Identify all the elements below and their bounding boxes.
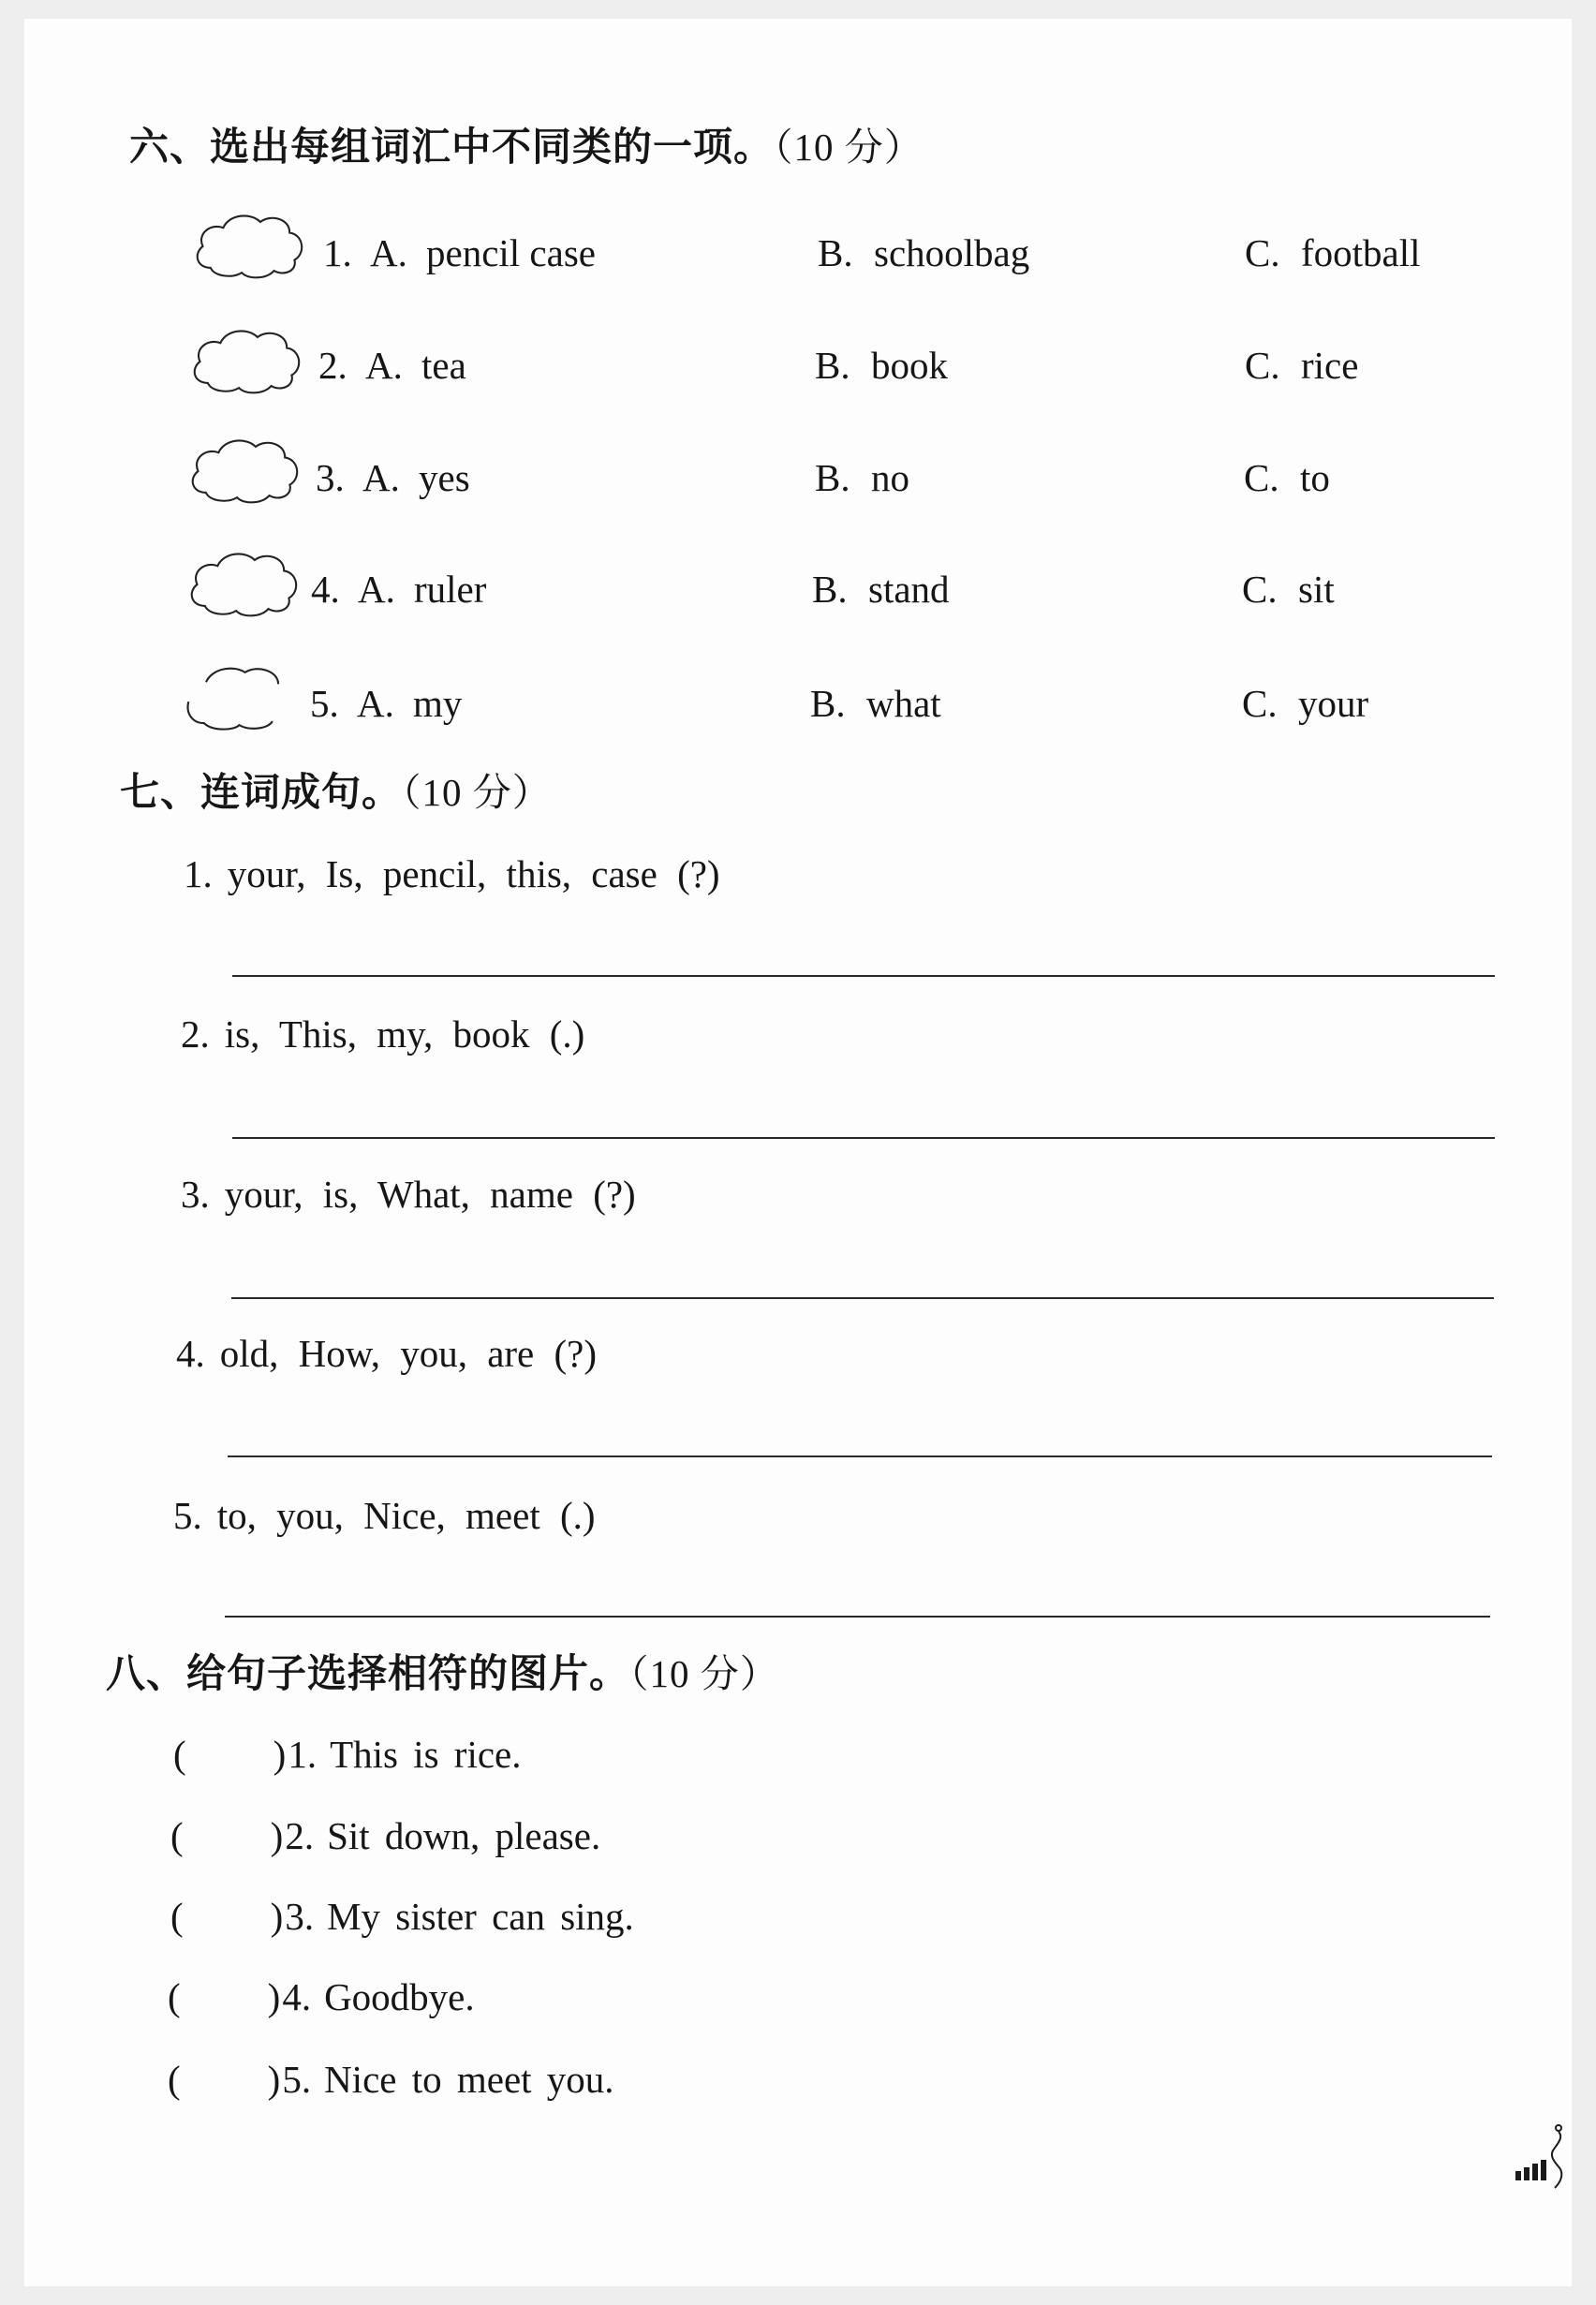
picture-match-item-5 (168, 2057, 614, 2102)
answer-bracket-open: ( (173, 1733, 186, 1776)
option-letter: B. (812, 568, 848, 611)
answer-bracket-open: ( (170, 1895, 184, 1938)
item-number: 5. (282, 2058, 312, 2101)
option-letter: A. (357, 682, 394, 725)
option-text: yes (419, 456, 470, 499)
answer-line (228, 1455, 1492, 1457)
option-letter: B. (810, 682, 846, 725)
answer-line (225, 1616, 1490, 1618)
option-text: rice (1301, 344, 1359, 387)
sentence-item-5 (173, 1493, 596, 1538)
option-text: to (1300, 456, 1330, 499)
picture-match-item-3 (170, 1894, 634, 1939)
answer-line (232, 975, 1495, 977)
question-number: 4. (311, 568, 340, 611)
option-letter: C. (1244, 456, 1279, 499)
option-text: your (1298, 682, 1369, 725)
item-number: 1. (288, 1733, 318, 1776)
answer-line (231, 1297, 1494, 1299)
sentence-text: Sit down, please. (327, 1814, 601, 1857)
answer-bracket-open: ( (170, 1814, 184, 1857)
option-letter: B. (815, 456, 850, 499)
section-8-title: 八、给句子选择相符的图片。 (106, 1650, 630, 1696)
option-text: football (1301, 231, 1421, 274)
section-6-title: 六、选出每组词汇中不同类的一项。 (129, 124, 775, 170)
picture-match-item-4 (168, 1974, 475, 2019)
section-8-score: （10 分） (629, 1652, 779, 1695)
section-7-heading (120, 770, 552, 815)
question-number: 5. (310, 682, 339, 725)
question-number: 2. (318, 344, 347, 387)
item-number: 3. (181, 1173, 210, 1216)
option-text: stand (868, 568, 950, 611)
answer-bracket-close: ) (267, 1975, 281, 2018)
section-6-score: （10 分） (774, 126, 924, 169)
cloud-icon (185, 543, 303, 626)
item-number: 2. (285, 1814, 315, 1857)
sentence-item-4 (176, 1331, 597, 1376)
option-text: my (413, 682, 463, 725)
option-text: ruler (414, 568, 487, 611)
sentence-item-3 (181, 1172, 636, 1217)
scrambled-words: is, This, my, book (.) (224, 1012, 585, 1056)
option-text: what (866, 682, 941, 725)
option-letter: A. (362, 456, 400, 499)
answer-bracket-close: ) (267, 2058, 281, 2101)
question-row-3 (316, 455, 1496, 500)
option-letter: C. (1245, 231, 1280, 274)
question-row-2 (318, 343, 1499, 388)
option-text: schoolbag (874, 231, 1030, 274)
question-row-1 (323, 230, 1503, 275)
sentence-item-2 (181, 1012, 584, 1056)
sentence-item-1 (184, 851, 720, 896)
option-letter: A. (365, 344, 403, 387)
section-6-heading (129, 125, 924, 170)
answer-bracket-close: ) (273, 1733, 287, 1776)
question-row-4 (311, 567, 1491, 612)
section-8-heading (106, 1651, 779, 1696)
option-text: no (871, 456, 909, 499)
sentence-text: This is rice. (330, 1733, 522, 1776)
section-7-score: （10 分） (402, 771, 552, 814)
item-number: 2. (181, 1012, 210, 1056)
option-letter: B. (815, 344, 850, 387)
scrambled-words: to, you, Nice, meet (.) (216, 1494, 596, 1537)
option-text: pencil case (426, 231, 596, 274)
option-letter: A. (370, 231, 407, 274)
scrambled-words: your, Is, pencil, this, case (?) (227, 852, 720, 895)
answer-bracket-open: ( (168, 1975, 181, 2018)
picture-match-item-2 (170, 1813, 600, 1858)
scrambled-words: your, is, What, name (?) (224, 1173, 636, 1216)
item-number: 5. (173, 1494, 202, 1537)
sentence-text: Nice to meet you. (324, 2058, 614, 2101)
option-text: tea (421, 344, 466, 387)
option-letter: C. (1242, 568, 1278, 611)
answer-bracket-open: ( (168, 2058, 181, 2101)
signal-bars-icon (1510, 2119, 1575, 2194)
question-row-5 (310, 681, 1490, 726)
option-text: sit (1298, 568, 1335, 611)
cloud-icon (191, 205, 308, 288)
item-number: 1. (184, 852, 213, 895)
question-number: 1. (323, 231, 352, 274)
picture-match-item-1 (173, 1732, 522, 1777)
cloud-icon (186, 430, 303, 512)
option-letter: C. (1242, 682, 1278, 725)
option-text: book (871, 344, 948, 387)
section-7-title: 七、连词成句。 (120, 769, 403, 815)
option-letter: B. (818, 231, 853, 274)
option-letter: A. (358, 568, 395, 611)
answer-line (232, 1137, 1495, 1139)
answer-bracket-close: ) (270, 1895, 284, 1938)
option-letter: C. (1245, 344, 1280, 387)
cloud-icon (183, 657, 300, 739)
item-number: 4. (176, 1332, 205, 1375)
answer-bracket-close: ) (270, 1814, 284, 1857)
cloud-icon (188, 320, 305, 403)
question-number: 3. (316, 456, 345, 499)
sentence-text: My sister can sing. (327, 1895, 634, 1938)
sentence-text: Goodbye. (324, 1975, 475, 2018)
item-number: 4. (282, 1975, 312, 2018)
scrambled-words: old, How, you, are (?) (219, 1332, 597, 1375)
item-number: 3. (285, 1895, 315, 1938)
